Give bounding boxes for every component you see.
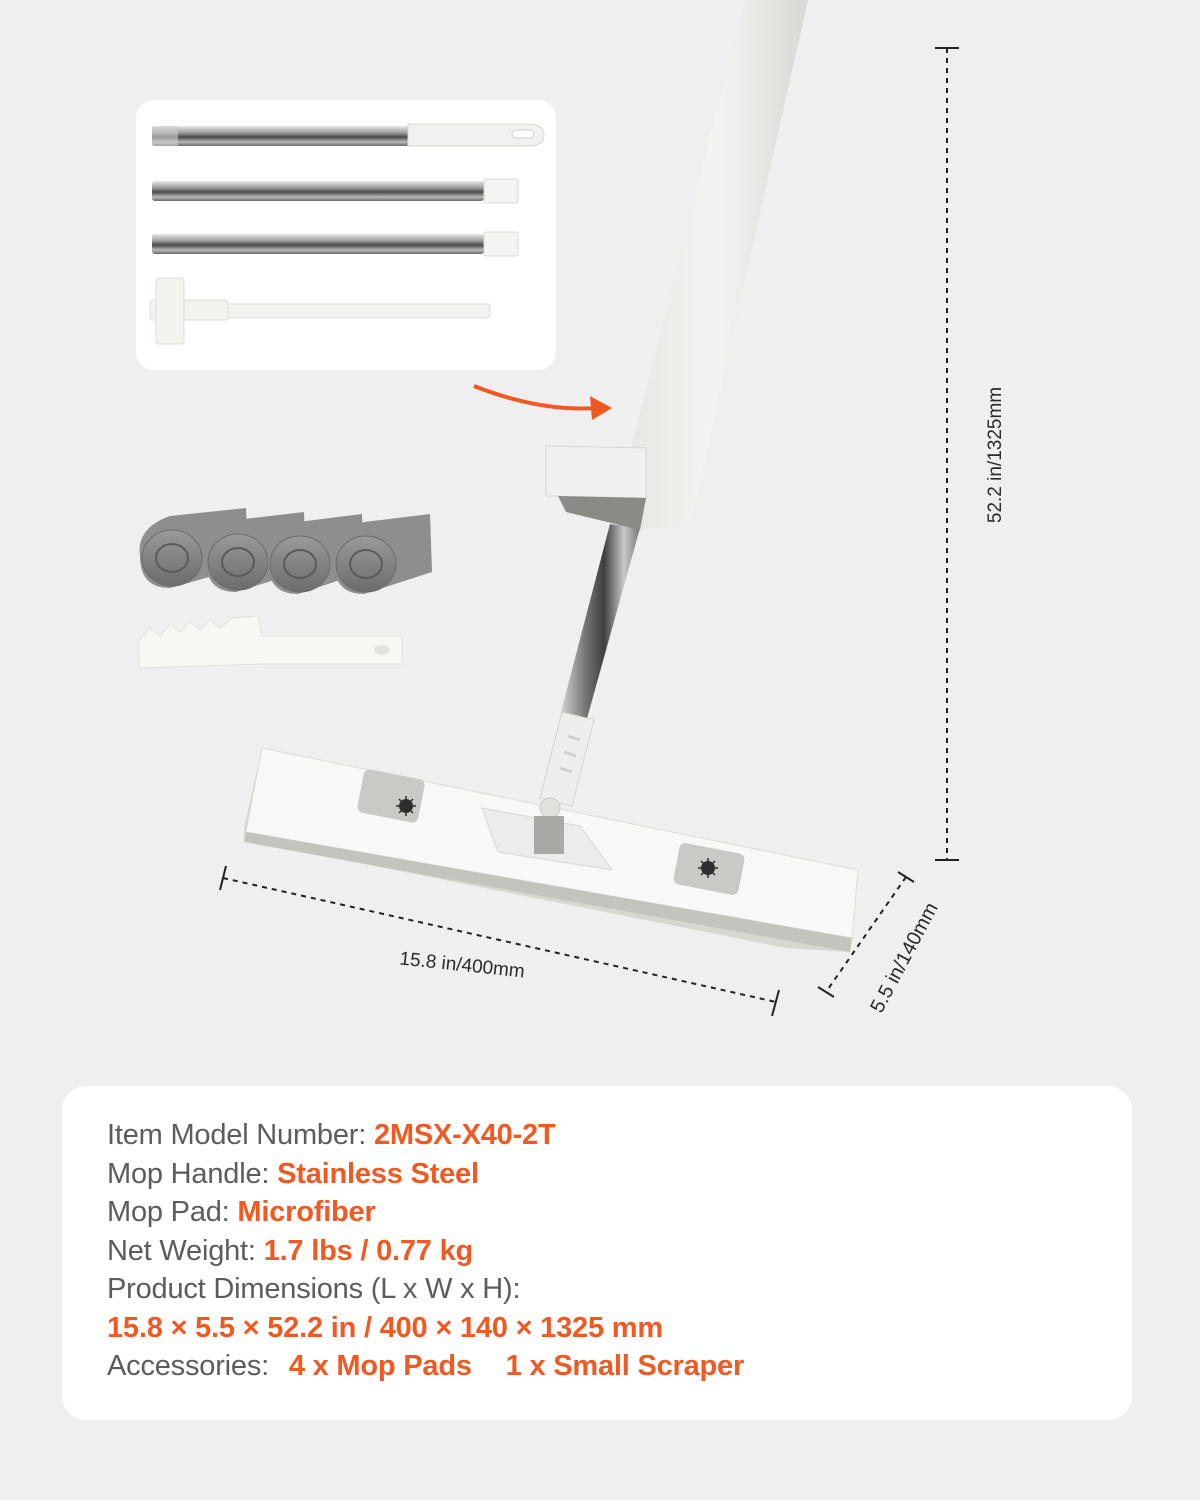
width-dimension-label: 5.5 in/140mm bbox=[866, 899, 943, 1017]
mop-pads bbox=[140, 508, 432, 594]
spec-list bbox=[107, 1116, 744, 1386]
model-label: Item Model Number: bbox=[107, 1119, 367, 1151]
height-dimension-label: 52.2 in/1325mm bbox=[985, 386, 1006, 524]
arrow-icon bbox=[474, 386, 612, 420]
accessories-label: Accessories: bbox=[107, 1350, 269, 1382]
spec-handle bbox=[107, 1155, 744, 1194]
mop-pole bbox=[534, 0, 808, 854]
spec-dimensions bbox=[107, 1270, 744, 1309]
dimensions-label: Product Dimensions (L x W x H): bbox=[107, 1273, 521, 1305]
handle-value: Stainless Steel bbox=[277, 1157, 479, 1190]
handle-connector-piece bbox=[150, 278, 490, 344]
spec-weight bbox=[107, 1232, 744, 1271]
weight-label: Net Weight: bbox=[107, 1234, 256, 1267]
spec-model bbox=[107, 1116, 744, 1155]
dimensions-value: 15.8 × 5.5 × 52.2 in / 400 × 140 × 1325 mm bbox=[107, 1311, 663, 1344]
scraper bbox=[138, 616, 402, 668]
spec-accessories bbox=[107, 1347, 744, 1386]
handle-segment-1 bbox=[152, 124, 544, 146]
pad-label: Mop Pad: bbox=[107, 1196, 230, 1228]
handle-segment-2 bbox=[152, 179, 518, 203]
height-dimension-line bbox=[935, 48, 959, 860]
spec-pad bbox=[107, 1193, 744, 1232]
accessory-scraper: 1 x Small Scraper bbox=[505, 1350, 745, 1382]
handle-segment-3 bbox=[152, 232, 518, 256]
model-value: 2MSX-X40-2T bbox=[373, 1119, 556, 1151]
pad-value: Microfiber bbox=[237, 1196, 376, 1228]
weight-value: 1.7 lbs / 0.77 kg bbox=[263, 1234, 474, 1267]
spec-dimensions-value-row bbox=[107, 1309, 744, 1348]
accessory-mop-pads: 4 x Mop Pads bbox=[288, 1350, 472, 1382]
handle-label: Mop Handle: bbox=[107, 1157, 270, 1190]
length-dimension-label: 15.8 in/400mm bbox=[398, 948, 526, 983]
spec-card bbox=[62, 1086, 1132, 1420]
